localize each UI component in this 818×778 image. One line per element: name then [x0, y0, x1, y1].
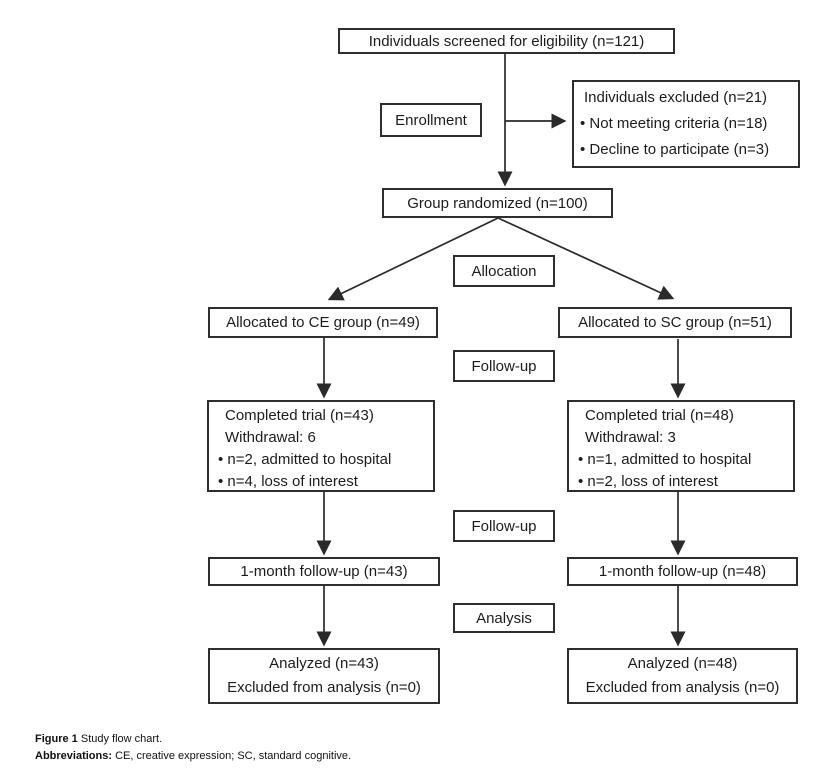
- excluded-line: • Not meeting criteria (n=18): [580, 115, 768, 132]
- analysis-stage-text: Analysis: [476, 609, 532, 627]
- month-followup-ce-box: [208, 557, 440, 586]
- completed-ce-line: • n=4, loss of interest: [218, 473, 358, 490]
- screened-box: [338, 28, 675, 54]
- screened-text: Individuals screened for eligibility (n=121): [368, 32, 645, 50]
- excluded-box: [572, 80, 800, 168]
- completed-ce-box: [207, 400, 435, 492]
- followup-stage-text-1: Follow-up: [471, 357, 537, 375]
- completed-ce-line: Completed trial (n=43): [225, 407, 374, 424]
- caption-abbreviations-line: [35, 748, 351, 765]
- analyzed-sc-box: [567, 648, 798, 704]
- allocation-stage-text: Allocation: [471, 262, 537, 280]
- allocated-ce-box: [208, 307, 438, 338]
- figure-caption: [35, 731, 351, 765]
- caption-title-line: [35, 731, 351, 748]
- month-followup-sc-text: 1-month follow-up (n=48): [598, 563, 767, 580]
- followup-stage-label-1: [453, 350, 555, 382]
- analysis-stage-label: [453, 603, 555, 633]
- caption-figure-label: Figure 1: [35, 733, 78, 745]
- month-followup-sc-box: [567, 557, 798, 586]
- excluded-line: • Decline to participate (n=3): [580, 141, 770, 158]
- analyzed-sc-line: Excluded from analysis (n=0): [585, 679, 780, 696]
- completed-sc-line: • n=2, loss of interest: [578, 473, 718, 490]
- followup-stage-label-2: [453, 510, 555, 542]
- randomized-box: [382, 188, 613, 218]
- completed-sc-line: Completed trial (n=48): [585, 407, 734, 424]
- caption-abbr-text: CE, creative expression; SC, standard cognitive.: [112, 750, 352, 762]
- completed-sc-line: Withdrawal: 3: [585, 429, 676, 446]
- analyzed-ce-line: Analyzed (n=43): [269, 655, 379, 672]
- allocation-stage-label: [453, 255, 555, 287]
- month-followup-ce-text: 1-month follow-up (n=43): [240, 563, 408, 580]
- completed-sc-box: [567, 400, 795, 492]
- allocated-sc-text: Allocated to SC group (n=51): [578, 314, 772, 331]
- enrollment-stage-text: Enrollment: [395, 111, 467, 129]
- completed-sc-line: • n=1, admitted to hospital: [578, 451, 752, 468]
- analyzed-ce-line: Excluded from analysis (n=0): [227, 679, 421, 696]
- enrollment-stage-label: [380, 103, 482, 137]
- followup-stage-text-2: Follow-up: [471, 517, 537, 535]
- analyzed-sc-line: Analyzed (n=48): [627, 655, 738, 672]
- caption-abbr-label: Abbreviations:: [35, 750, 113, 762]
- allocated-sc-box: [558, 307, 792, 338]
- analyzed-ce-box: [208, 648, 440, 704]
- randomized-text: Group randomized (n=100): [407, 194, 588, 212]
- completed-ce-line: • n=2, admitted to hospital: [218, 451, 392, 468]
- completed-ce-line: Withdrawal: 6: [225, 429, 316, 446]
- allocated-ce-text: Allocated to CE group (n=49): [226, 314, 420, 331]
- caption-figure-text: Study flow chart.: [77, 733, 163, 745]
- excluded-line: Individuals excluded (n=21): [584, 89, 768, 106]
